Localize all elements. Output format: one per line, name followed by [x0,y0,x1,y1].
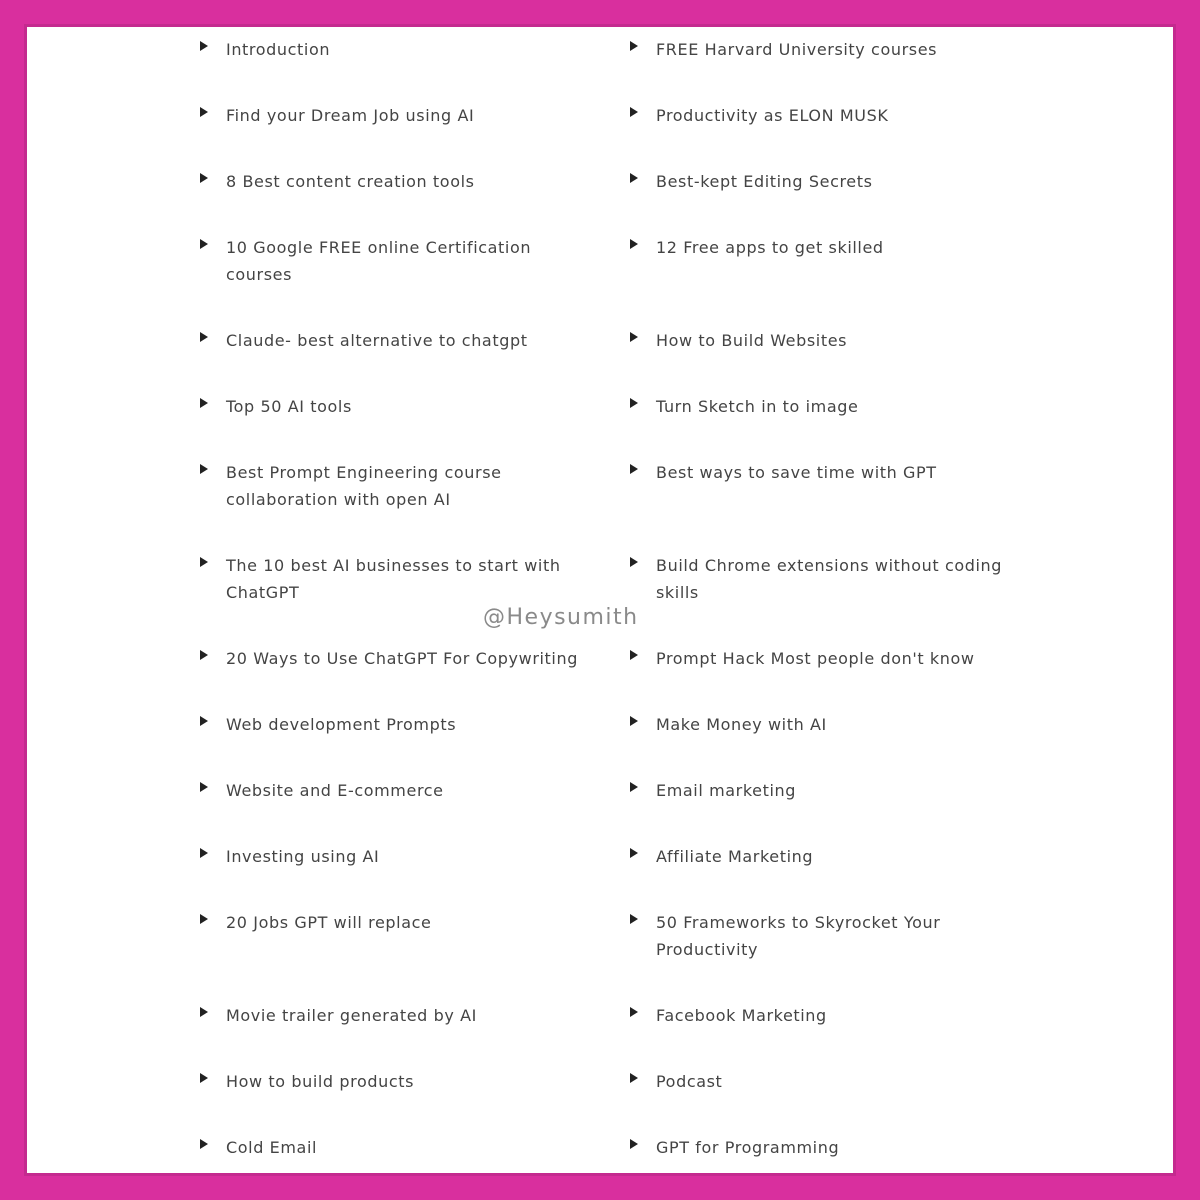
toggle-label: Website and E-commerce [226,781,444,800]
toggle-triangle-icon[interactable] [630,557,638,567]
toggle-triangle-icon[interactable] [630,398,638,408]
toggle-triangle-icon[interactable] [200,914,208,924]
toggle-label: Make Money with AI [656,715,827,734]
toggle-item[interactable] [628,159,1008,225]
toggle-label: The 10 best AI businesses to start with ChatGPT [226,556,561,602]
toggle-label: Prompt Hack Most people don't know [656,649,975,668]
toggle-triangle-icon[interactable] [630,41,638,51]
toggle-label: 12 Free apps to get skilled [656,238,884,257]
toggle-triangle-icon[interactable] [200,848,208,858]
toggle-list-right [628,27,1008,1191]
toggle-label: 20 Jobs GPT will replace [226,913,432,932]
toggle-triangle-icon[interactable] [200,650,208,660]
toggle-label: Best Prompt Engineering course collaboration with open AI [226,463,502,509]
toggle-label: Productivity as ELON MUSK [656,106,889,125]
toggle-triangle-icon[interactable] [200,1007,208,1017]
toggle-label: 50 Frameworks to Skyrocket Your Productivity [656,913,941,959]
toggle-item[interactable] [198,93,598,159]
toggle-triangle-icon[interactable] [630,107,638,117]
toggle-item[interactable] [198,384,598,450]
toggle-triangle-icon[interactable] [630,332,638,342]
toggle-triangle-icon[interactable] [200,107,208,117]
toggle-item[interactable] [628,702,1008,768]
toggle-triangle-icon[interactable] [630,650,638,660]
toggle-label: Email marketing [656,781,796,800]
toggle-item[interactable] [628,450,1008,543]
toggle-item[interactable] [198,636,598,702]
toggle-item[interactable] [628,384,1008,450]
toggle-triangle-icon[interactable] [630,464,638,474]
notion-page [27,27,1173,1173]
toggle-label: Web development Prompts [226,715,457,734]
toggle-triangle-icon[interactable] [630,239,638,249]
toggle-item[interactable] [198,450,598,543]
toggle-item[interactable] [198,159,598,225]
toggle-label: Build Chrome extensions without coding skills [656,556,1003,602]
toggle-item[interactable] [628,225,1008,318]
toggle-label: Claude- best alternative to chatgpt [226,331,528,350]
toggle-label: How to Build Websites [656,331,848,350]
toggle-item[interactable] [628,1125,1008,1191]
toggle-triangle-icon[interactable] [200,782,208,792]
toggle-label: Facebook Marketing [656,1006,827,1025]
toggle-label: How to build products [226,1072,415,1091]
toggle-item[interactable] [198,702,598,768]
toggle-label: 10 Google FREE online Certification courses [226,238,532,284]
toggle-item[interactable] [198,27,598,93]
toggle-label: Turn Sketch in to image [656,397,859,416]
toggle-item[interactable] [628,318,1008,384]
toggle-label: Podcast [656,1072,723,1091]
toggle-item[interactable] [628,1059,1008,1125]
toggle-item[interactable] [628,636,1008,702]
toggle-triangle-icon[interactable] [200,173,208,183]
toggle-triangle-icon[interactable] [200,464,208,474]
toggle-triangle-icon[interactable] [630,914,638,924]
toggle-item[interactable] [198,318,598,384]
toggle-label: Introduction [226,40,331,59]
toggle-item[interactable] [628,900,1008,993]
toggle-item[interactable] [628,93,1008,159]
toggle-triangle-icon[interactable] [200,239,208,249]
toggle-label: Movie trailer generated by AI [226,1006,477,1025]
toggle-item[interactable] [628,543,1008,636]
toggle-triangle-icon[interactable] [200,1139,208,1149]
toggle-triangle-icon[interactable] [200,557,208,567]
toggle-label: Best ways to save time with GPT [656,463,937,482]
toggle-label: 8 Best content creation tools [226,172,475,191]
toggle-triangle-icon[interactable] [200,41,208,51]
toggle-item[interactable] [628,834,1008,900]
toggle-label: 20 Ways to Use ChatGPT For Copywriting [226,649,578,668]
toggle-triangle-icon[interactable] [630,1007,638,1017]
toggle-item[interactable] [628,27,1008,93]
toggle-label: Find your Dream Job using AI [226,106,475,125]
toggle-triangle-icon[interactable] [630,782,638,792]
toggle-triangle-icon[interactable] [630,1139,638,1149]
toggle-label: Cold Email [226,1138,318,1157]
toggle-triangle-icon[interactable] [200,332,208,342]
toggle-label: FREE Harvard University courses [656,40,938,59]
toggle-triangle-icon[interactable] [630,848,638,858]
toggle-item[interactable] [198,225,598,318]
toggle-item[interactable] [628,768,1008,834]
toggle-item[interactable] [628,993,1008,1059]
toggle-item[interactable] [198,834,598,900]
toggle-triangle-icon[interactable] [200,1073,208,1083]
toggle-label: GPT for Programming [656,1138,840,1157]
toggle-item[interactable] [198,993,598,1059]
toggle-label: Top 50 AI tools [226,397,352,416]
toggle-label: Best-kept Editing Secrets [656,172,873,191]
toggle-label: Investing using AI [226,847,380,866]
toggle-item[interactable] [198,900,598,993]
toggle-triangle-icon[interactable] [200,398,208,408]
watermark-handle: @Heysumith [483,605,639,630]
toggle-triangle-icon[interactable] [630,716,638,726]
toggle-item[interactable] [198,1059,598,1125]
toggle-label: Affiliate Marketing [656,847,814,866]
toggle-item[interactable] [198,768,598,834]
toggle-triangle-icon[interactable] [200,716,208,726]
toggle-triangle-icon[interactable] [630,1073,638,1083]
toggle-item[interactable] [198,1125,598,1191]
toggle-triangle-icon[interactable] [630,173,638,183]
